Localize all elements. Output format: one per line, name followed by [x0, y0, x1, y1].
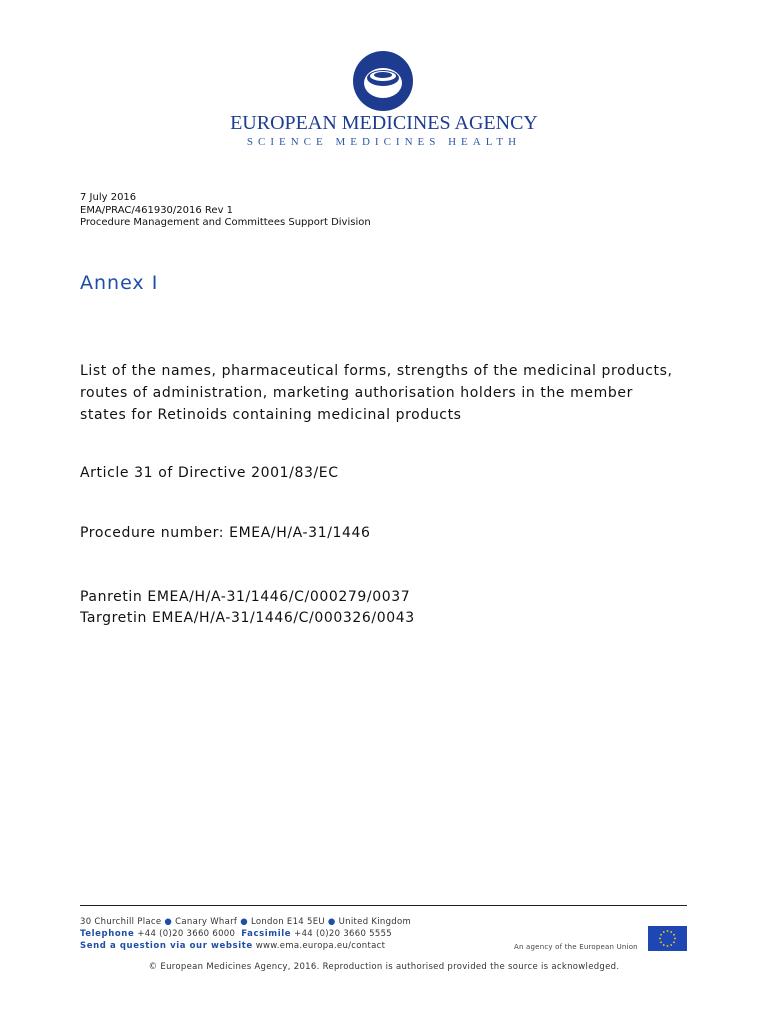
address-country: United Kingdom [338, 917, 412, 927]
eu-flag-icon [648, 926, 687, 951]
eu-star-icon [673, 934, 675, 936]
ema-logo-icon [352, 50, 414, 112]
bullet-icon: ● [164, 917, 173, 927]
website-link[interactable]: www.ema.europa.eu/contact [255, 941, 386, 951]
bullet-icon: ● [327, 917, 336, 927]
article-reference: Article 31 of Directive 2001/83/EC [80, 465, 339, 481]
address-street: 30 Churchill Place [80, 917, 162, 927]
product-item: Panretin EMEA/H/A-31/1446/C/000279/0037 [80, 589, 411, 605]
product-list [80, 587, 415, 629]
footer-contact [80, 916, 411, 952]
document-date: 7 July 2016 [80, 192, 137, 203]
eu-star-icon [659, 938, 661, 940]
document-meta [80, 192, 371, 230]
facsimile-label: Facsimile [241, 929, 292, 939]
product-item: Targretin EMEA/H/A-31/1446/C/000326/0043 [80, 610, 415, 626]
eu-star-icon [673, 941, 675, 943]
eu-star-icon [670, 931, 672, 933]
agency-tagline: SCIENCE MEDICINES HEALTH [246, 136, 522, 148]
eu-star-icon [667, 930, 669, 932]
eu-star-icon [670, 944, 672, 946]
address-area: Canary Wharf [175, 917, 238, 927]
eu-star-icon [660, 934, 662, 936]
telephone-label: Telephone [80, 929, 135, 939]
footer-website-line [80, 940, 411, 952]
facsimile-number: +44 (0)20 3660 5555 [294, 929, 393, 939]
document-reference: EMA/PRAC/461930/2016 Rev 1 [80, 204, 234, 216]
website-label: Send a question via our website [80, 941, 253, 951]
agency-name: EUROPEAN MEDICINES AGENCY [230, 112, 538, 134]
footer-address-line [80, 916, 411, 928]
eu-star-icon [667, 945, 669, 947]
eu-star-icon [663, 944, 665, 946]
footer-phone-line [80, 928, 411, 940]
eu-star-icon [660, 941, 662, 943]
eu-flag-background [648, 926, 687, 951]
eu-star-icon [674, 938, 676, 940]
intro-paragraph: List of the names, pharmaceutical forms, strengths of the medicinal products, routes of administration, marketing authorisation holders in the member states for Retinoids containing medicinal products [80, 363, 673, 423]
eu-agency-text: An agency of the European Union [514, 943, 638, 951]
document-division: Procedure Management and Committees Support Division [80, 217, 371, 228]
copyright-notice: © European Medicines Agency, 2016. Reproduction is authorised provided the source is acknowledged. [148, 962, 620, 972]
footer-divider [80, 905, 687, 906]
address-city: London E14 5EU [250, 917, 325, 927]
procedure-number: Procedure number: EMEA/H/A-31/1446 [80, 525, 371, 541]
telephone-number: +44 (0)20 3660 6000 [137, 929, 236, 939]
page-title: Annex I [80, 272, 159, 294]
bullet-icon: ● [240, 917, 248, 927]
eu-star-icon [663, 931, 665, 933]
